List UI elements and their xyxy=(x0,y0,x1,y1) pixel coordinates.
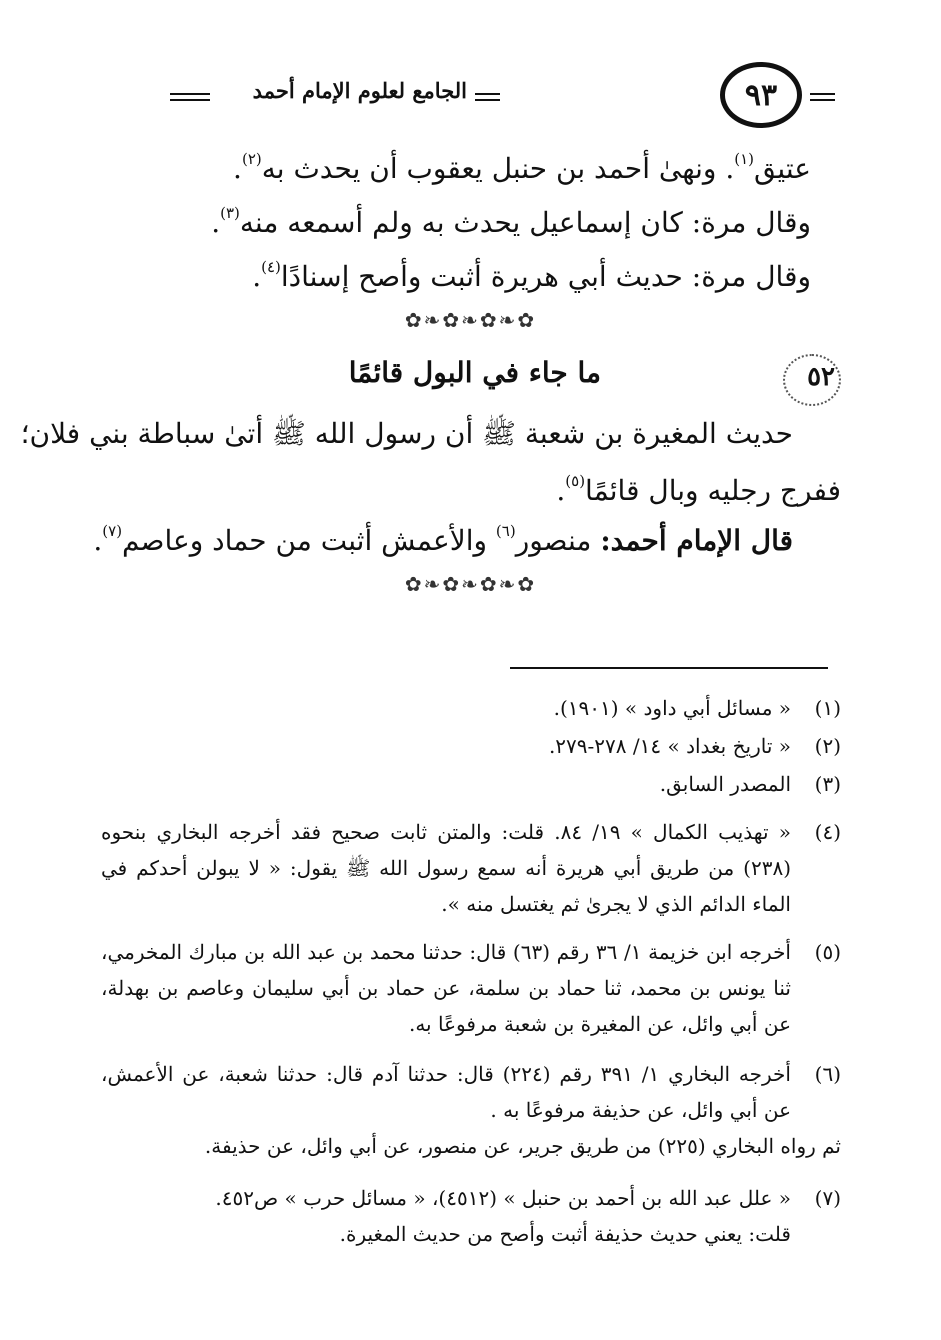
footnote-text: « علل عبد الله بن أحمد بن حنبل » (٤٥١٢)، « مسائل حرب » ص٤٥٢. xyxy=(215,1186,791,1210)
footnote-ref[interactable]: (٥) xyxy=(565,472,586,490)
footnote-text: أخرجه البخاري ١/ ٣٩١ رقم (٢٢٤) قال: حدثنا آدم قال: حدثنا شعبة، عن الأعمش، عن أبي وائل، عن حذيفة مرفوعًا به . xyxy=(101,1062,791,1122)
text: . xyxy=(233,152,242,185)
header-rule-right xyxy=(810,93,835,95)
chapter-number: ٥٢ xyxy=(807,362,835,392)
text-line-1 xyxy=(233,152,811,183)
footnote-text-continued: ثم رواه البخاري (٢٢٥) من طريق جرير، عن منصور، عن أبي وائل، عن حذيفة. xyxy=(204,1134,841,1158)
text: منصور xyxy=(515,524,601,557)
text: . ونهىٰ أحمد بن حنبل يعقوب أن يحدث به xyxy=(261,152,735,185)
footnote-number: (٤) xyxy=(814,820,841,844)
chapter-title: ما جاء في البول قائمًا xyxy=(348,356,601,389)
text: وقال مرة: كان إسماعيل يحدث به ولم أسمعه منه xyxy=(239,206,811,239)
footnote-text: « تاريخ بغداد » ١٤/ ٢٧٨-٢٧٩. xyxy=(548,734,791,758)
text: . xyxy=(211,206,221,239)
text: . xyxy=(93,524,103,557)
footnote-ref[interactable]: (٦) xyxy=(495,522,516,540)
footnote xyxy=(101,934,841,1042)
footnote-ref[interactable]: (٢) xyxy=(241,150,262,168)
footnote-number: (٢) xyxy=(814,734,841,758)
section-divider-ornament: ✿❧✿❧✿❧✿ xyxy=(404,572,537,596)
chapter-line-3 xyxy=(93,524,793,555)
page-number-badge xyxy=(720,62,802,128)
footnote-ref[interactable]: (١) xyxy=(734,150,755,168)
chapter-number-badge xyxy=(777,354,841,406)
footnote xyxy=(101,1056,841,1164)
text-line-3 xyxy=(252,260,811,291)
footnote xyxy=(101,690,841,726)
footnote-text: المصدر السابق. xyxy=(659,772,791,796)
text: عتيق xyxy=(754,152,811,185)
text-line-2 xyxy=(211,206,811,237)
section-divider-ornament: ✿❧✿❧✿❧✿ xyxy=(404,308,537,332)
footnote xyxy=(101,814,841,922)
running-title: الجامع لعلوم الإمام أحمد xyxy=(245,78,475,103)
footnote xyxy=(101,1180,841,1252)
footnote-ref[interactable]: (٣) xyxy=(220,204,240,222)
text: والأعمش أثبت من حماد وعاصم xyxy=(122,524,496,557)
footnote-number: (١) xyxy=(814,696,841,720)
footnote-separator xyxy=(510,667,828,669)
footnote-text: « تهذيب الكمال » ١٩/ ٨٤. قلت: والمتن ثابت صحيح فقد أخرجه البخاري بنحوه (٢٣٨) من طريق أبي هريرة أنه سمع رسول الله ﷺ يقول: « لا يبولن أحدكم في الماء الدائم الذي لا يجرىٰ ثم يغتسل منه ». xyxy=(101,820,791,916)
footnote-number: (٦) xyxy=(814,1062,841,1086)
footnote-ref[interactable]: (٧) xyxy=(102,522,123,540)
header-rule-left xyxy=(170,93,210,95)
footnote-number: (٥) xyxy=(814,940,841,964)
footnote-text-continued: قلت: يعني حديث حذيفة أثبت وأصح من حديث المغيرة. xyxy=(339,1222,791,1246)
speaker-label: قال الإمام أحمد: xyxy=(600,524,793,557)
footnote xyxy=(101,766,841,802)
page-header xyxy=(100,62,835,132)
footnote-number: (٣) xyxy=(814,772,841,796)
text: وقال مرة: حديث أبي هريرة أثبت وأصح إسنادًا xyxy=(280,260,811,293)
footnote-number: (٧) xyxy=(814,1186,841,1210)
chapter-line-2 xyxy=(556,474,841,505)
page-number: ٩٣ xyxy=(744,77,778,113)
chapter-line-1: حديث المغيرة بن شعبة ﷺ أن رسول الله ﷺ أتىٰ سباطة بني فلان؛ xyxy=(20,417,793,450)
footnote xyxy=(101,728,841,764)
footnote-text: « مسائل أبي داود » (١٩٠١). xyxy=(553,696,791,720)
footnote-text: أخرجه ابن خزيمة ١/ ٣٦ رقم (٦٣) قال: حدثنا محمد بن عبد الله بن مبارك المخرمي، ثنا يونس بن محمد، ثنا حماد بن سلمة، عن حماد بن أبي سليمان وعاصم بن بهدلة، عن أبي وائل، عن المغيرة بن شعبة مرفوعًا به. xyxy=(101,940,791,1036)
text: . xyxy=(556,474,566,507)
text: ففرج رجليه وبال قائمًا xyxy=(585,474,841,507)
text: . xyxy=(252,260,262,293)
header-rule-left xyxy=(170,99,210,101)
header-rule-right xyxy=(810,99,835,101)
footnote-ref[interactable]: (٤) xyxy=(261,258,281,276)
